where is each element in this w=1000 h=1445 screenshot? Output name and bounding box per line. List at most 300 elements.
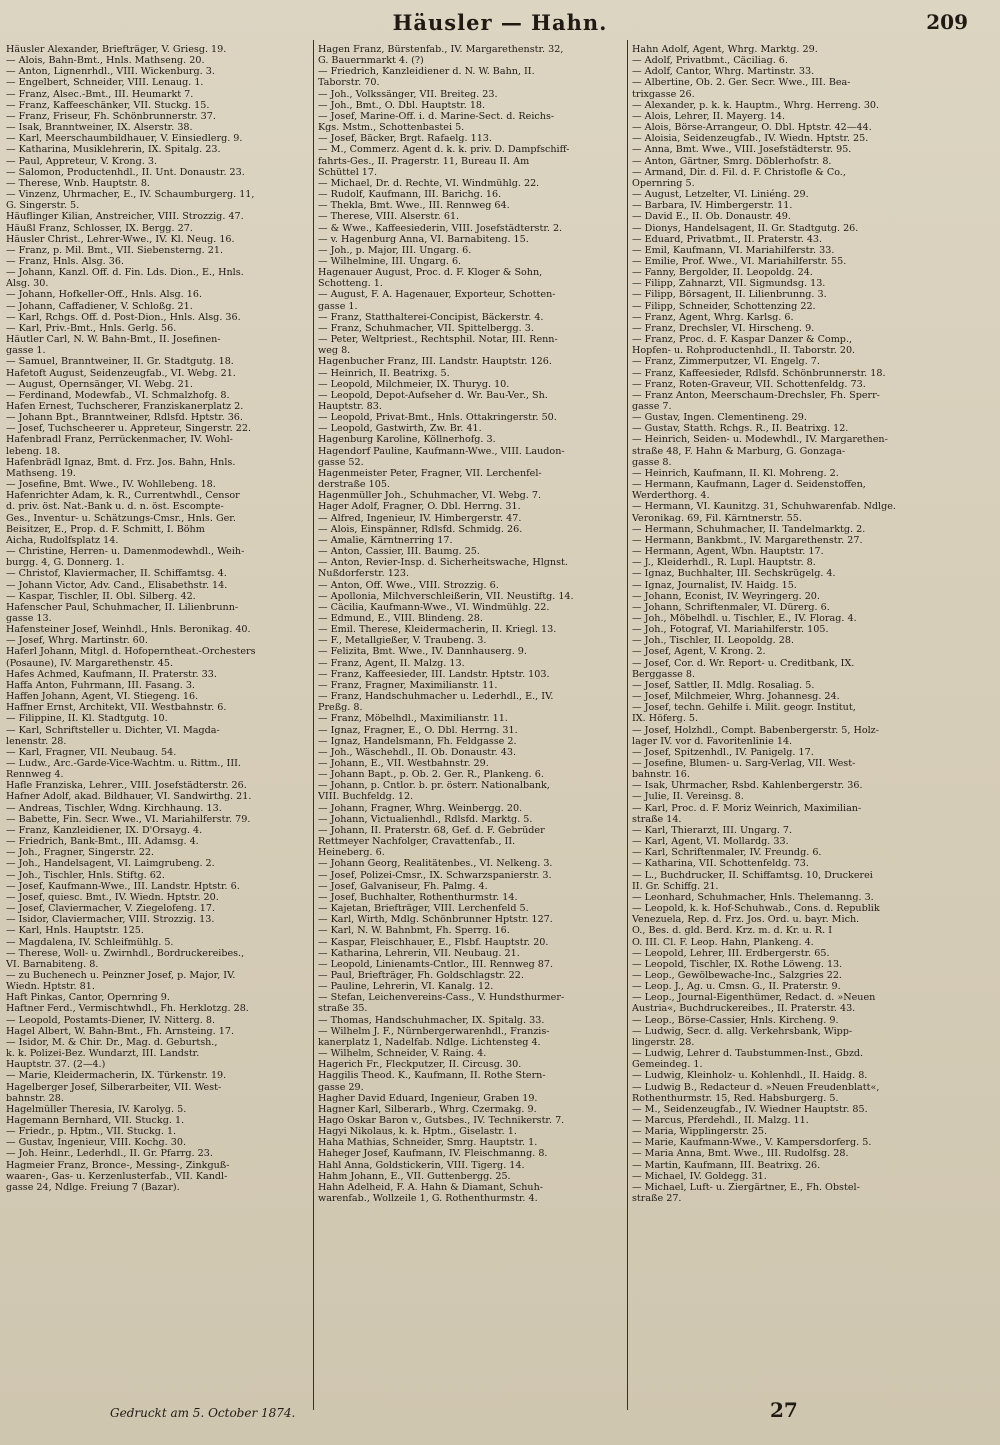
directory-entry: G. Bauernmarkt 4. (?) (318, 55, 424, 67)
directory-entry: — Magdalena, IV. Schleifmühlg. 5. (6, 936, 174, 948)
directory-entry: — Leop., Journal-Eigenthümer, Redact. d. »Neuen (632, 992, 876, 1004)
directory-entry: — Alois, Bahn-Bmt., Hnls. Mathseng. 20. (6, 55, 205, 67)
directory-entry: — F., Metallgießer, V. Traubeng. 3. (318, 635, 487, 647)
directory-entry: — Josef, techn. Gehilfe i. Milit. geogr. Institut, (632, 702, 856, 714)
directory-entry: — Hermann, VI. Kaunitzg. 31, Schuhwarenfab. Ndlge. (632, 501, 896, 513)
directory-entry: — Joh., Wäschehdl., II. Ob. Donaustr. 43. (318, 746, 517, 758)
directory-entry: — Josef, Bäcker, Brgt. Rafaelg. 113. (318, 133, 492, 145)
directory-entry: — Josef, Tuchscheerer u. Appreteur, Singerstr. 22. (6, 423, 252, 435)
directory-entry: — Filipp, Börsagent, II. Lilienbrunng. 3. (632, 289, 827, 301)
directory-entry: — Franz, Proc. d. F. Kaspar Danzer & Comp., (632, 334, 853, 346)
directory-entry: — Franz, Kaffeesieder, Rdlsfd. Schönbrunnerstr. 18. (632, 367, 886, 379)
directory-entry: — Julie, II. Vereinsg. 8. (632, 791, 744, 803)
directory-entry: — Thomas, Handschuhmacher, IX. Spitalg. 33. (318, 1014, 545, 1026)
directory-entry: — & Wwe., Kaffeesiederin, VIII. Josefstädterstr. 2. (318, 222, 563, 234)
directory-entry: — Ludwig, Lehrer d. Taubstummen-Inst., Gbzd. (632, 1048, 864, 1060)
directory-entry: gasse 13. (6, 612, 52, 624)
directory-entry: Veronikag. 69, Fil. Kärntnerstr. 55. (632, 512, 802, 524)
directory-entry: Haft Pinkas, Cantor, Opernring 9. (6, 992, 170, 1004)
directory-entry: — Josef, Buchhalter, Rothenthurmstr. 14. (318, 891, 518, 903)
directory-entry: — Josefine, Bmt. Wwe., IV. Wohllebeng. 18. (6, 479, 216, 491)
directory-entry: Wiedn. Hptstr. 81. (6, 981, 95, 993)
directory-entry: Alsg. 30. (6, 278, 49, 290)
directory-entry: — Franz, Friseur, Fh. Schönbrunnerstr. 37. (6, 110, 216, 122)
directory-entry: — Albertine, Ob. 2. Ger. Secr. Wwe., III. Bea- (632, 77, 851, 89)
directory-entry: II. Gr. Schiffg. 21. (632, 880, 719, 892)
directory-entry: — Karl, Thierarzt, III. Ungarg. 7. (632, 824, 793, 836)
directory-entry: VI. Barnabiteng. 8. (6, 958, 99, 970)
directory-entry: bahnstr. 16. (632, 769, 690, 781)
directory-entry: — Thekla, Bmt. Wwe., III. Rennweg 64. (318, 200, 510, 212)
directory-entry: straße 14. (632, 813, 682, 825)
directory-entry: — Joh., Fotograf, VI. Mariahilferstr. 105. (632, 624, 829, 636)
directory-entry: Hagendorf Pauline, Kaufmann-Wwe., VIII. Laudon- (318, 445, 565, 457)
directory-entry: — Adolf, Cantor, Whrg. Martinstr. 33. (632, 66, 815, 78)
directory-entry: — Johann, Hofkeller-Off., Hnls. Alsg. 16. (6, 289, 202, 301)
directory-entry: Haferl Johann, Mitgl. d. Hofoperntheat.-Orchesters (6, 646, 256, 658)
directory-entry: Hagner Karl, Silberarb., Whrg. Czermakg. 9. (318, 1103, 537, 1115)
directory-entry: — Maria Anna, Bmt. Wwe., III. Rudolfsg. 28. (632, 1148, 849, 1160)
directory-entry: — Marie, Kaufmann-Wwe., V. Kampersdorferg. 5. (632, 1137, 872, 1149)
directory-entry: — Josef, Marine-Off. i. d. Marine-Sect. d. Reichs- (318, 110, 555, 122)
directory-entry: Mathseng. 19. (6, 467, 76, 479)
directory-entry: straße 35. (318, 1003, 368, 1015)
directory-entry: — Ignaz, Journalist, IV. Haidg. 15. (632, 579, 797, 591)
directory-entry: — Franz, Zimmerputzer, VI. Engelg. 7. (632, 356, 820, 368)
directory-entry: — Friedrich, Bank-Bmt., III. Adamsg. 4. (6, 836, 199, 848)
directory-entry: — Heinrich, Kaufmann, II. Kl. Mohreng. 2. (632, 467, 839, 479)
directory-entry: Hafetoft August, Seidenzeugfab., VI. Webg. 21. (6, 367, 236, 379)
directory-entry: — Rudolf, Kaufmann, III. Barichg. 16. (318, 189, 502, 201)
directory-entry: — Johann Victor, Adv. Cand., Elisabethstr. 14. (6, 579, 228, 591)
directory-entry: Hahn Adolf, Agent, Whrg. Marktg. 29. (632, 44, 818, 55)
directory-entry: IX. Höferg. 5. (632, 713, 699, 725)
directory-entry: — Johann Bapt., p. Ob. 2. Ger. R., Plankeng. 6. (318, 769, 544, 781)
directory-entry: — Isidor, M. & Chir. Dr., Mag. d. Geburtsh., (6, 1036, 218, 1048)
directory-entry: Hafle Franziska, Lehrer., VIII. Josefstädterstr. 26. (6, 780, 247, 792)
directory-entry: — Hermann, Bankbmt., IV. Margarethenstr. 27. (632, 534, 863, 546)
directory-entry: derstraße 105. (318, 479, 390, 491)
directory-entry: Haffa Anton, Fuhrmann, III. Fasang. 3. (6, 679, 195, 691)
directory-entry: — Babette, Fin. Secr. Wwe., VI. Mariahilferstr. 79. (6, 813, 251, 825)
directory-entry: — Hermann, Kaufmann, Lager d. Seidenstoffen, (632, 479, 866, 491)
print-date: Gedruckt am 5. October 1874. (110, 1406, 296, 1420)
directory-entry: — J., Kleiderhdl., R. Lupl. Hauptstr. 8. (632, 557, 816, 569)
directory-entry: — Salomon, Productenhdl., II. Unt. Donaustr. 23. (6, 166, 245, 178)
sheet-number: 27 (770, 1398, 798, 1422)
directory-entry: — Leopold, Depot-Aufseher d. Wr. Bau-Ver., Sh. (318, 389, 548, 401)
directory-entry: Hopfen- u. Rohproductenhdl., II. Taborstr. 20. (632, 345, 856, 357)
directory-entry: — Leopold, k. k. Hof-Schuhwab., Cons. d. Republik (632, 903, 880, 915)
column-2 (318, 44, 625, 1404)
directory-entry: — Joh., Tischler, II. Leopoldg. 28. (632, 635, 795, 647)
directory-entry: — Anton, Cassier, III. Baumg. 25. (318, 546, 480, 558)
directory-entry: Rettmeyer Nachfolger, Cravattenfab., II. (318, 836, 516, 848)
directory-entry: Werderthorg. 4. (632, 490, 710, 502)
directory-entry: — Josef, Whrg. Martinstr. 60. (6, 635, 148, 647)
directory-entry: — Joh., Fragner, Singerstr. 22. (6, 847, 155, 859)
directory-entry: — Joh., Bmt., O. Dbl. Hauptstr. 18. (318, 99, 486, 111)
directory-entry: — v. Hagenburg Anna, VI. Barnabiteng. 15. (318, 233, 529, 245)
directory-entry: kanerplatz 1, Nadelfab. Ndlge. Lichtensteg 4. (318, 1036, 541, 1048)
directory-entry: — Filipp, Zahnarzt, VII. Sigmundsg. 13. (632, 278, 826, 290)
directory-entry: — Karl, N. W. Bahnbmt, Fh. Sperrg. 16. (318, 925, 510, 937)
directory-entry: — L., Buchdrucker, II. Schiffamtsg. 10, Druckerei (632, 869, 873, 881)
directory-entry: — Johann, Fragner, Whrg. Weinbergg. 20. (318, 802, 523, 814)
directory-entry: Hafen Ernest, Tuchscherer, Franziskanerplatz 2. (6, 401, 244, 412)
directory-entry: — Josef, Holzhdl., Compt. Babenbergerstr. 5, Holz- (632, 724, 879, 736)
directory-entry: — Josef, Galvaniseur, Fh. Palmg. 4. (318, 880, 488, 892)
page-header (0, 8, 1000, 38)
directory-entry: — Gustav, Ingenieur, VIII. Kochg. 30. (6, 1137, 187, 1149)
directory-entry: — Franz, Kaffeeschänker, VII. Stuckg. 15. (6, 99, 210, 111)
directory-entry: — August, F. A. Hagenauer, Exporteur, Schotten- (318, 289, 556, 301)
directory-entry: — Amalie, Kärntnerring 17. (318, 534, 453, 546)
directory-entry: — Anton, Gärtner, Smrg. Döblerhofstr. 8. (632, 155, 832, 167)
directory-entry: Hauptstr. 37. (2—4.) (6, 1059, 106, 1071)
directory-entry: — Emil, Kaufmann, VI. Mariahilferstr. 33. (632, 244, 835, 256)
directory-entry: — Alois, Einspänner, Rdlsfd. Schmidg. 26. (318, 523, 523, 535)
directory-entry: Häußl Franz, Schlosser, IX. Bergg. 27. (6, 222, 193, 234)
directory-entry: — Leop., Gewölbewache-Inc., Salzgries 22. (632, 969, 842, 981)
directory-entry: Hagenburg Karoline, Köllnerhofg. 3. (318, 434, 496, 446)
directory-entry: Häutler Carl, N. W. Bahn-Bmt., II. Josefinen- (6, 334, 221, 346)
directory-entry: — Andreas, Tischler, Wdng. Kirchhaung. 13. (6, 802, 222, 814)
directory-entry: — Vinzenz, Uhrmacher, E., IV. Schaumburgerg. 11, (6, 189, 255, 201)
directory-entry: — Kajetan, Briefträger, VIII. Lerchenfeld 5. (318, 903, 529, 915)
directory-entry: Ges., Inventur- u. Schätzungs-Cmsr., Hnls. Ger. (6, 512, 236, 524)
directory-entry: — Joh. Heinr., Lederhdl., II. Gr. Pfarrg. 23. (6, 1148, 213, 1160)
directory-entry: — Isak, Branntweiner, IX. Alserstr. 38. (6, 122, 193, 134)
directory-entry: — Joh., Tischler, Hnls. Stiftg. 62. (6, 869, 165, 881)
directory-entry: Beisitzer, E., Prop. d. F. Schmitt, I. Böhm (6, 523, 205, 535)
directory-entry: — Hermann, Agent, Wbn. Hauptstr. 17. (632, 546, 824, 558)
directory-entry: — Alexander, p. k. k. Hauptm., Whrg. Herreng. 30. (632, 99, 880, 111)
directory-entry: — Franz, Kaffeesieder, III. Landstr. Hptstr. 103. (318, 668, 550, 680)
directory-entry: — Franz, Hnls. Alsg. 36. (6, 255, 124, 267)
directory-entry: Haha Mathias, Schneider, Smrg. Hauptstr. 1. (318, 1137, 538, 1149)
directory-entry: — Karl, Proc. d. F. Moriz Weinrich, Maximilian- (632, 802, 862, 814)
directory-entry: Preßg. 8. (318, 702, 363, 714)
running-title: Häusler — Hahn. (392, 10, 608, 35)
directory-entry: — M., Commerz. Agent d. k. k. priv. D. Dampfschiff- (318, 144, 570, 156)
directory-entry: Haffner Ernst, Architekt, VII. Westbahnstr. 6. (6, 702, 227, 714)
directory-entry: — Leopold, Lehrer, III. Erdbergerstr. 65. (632, 947, 830, 959)
directory-entry: — Anton, Lignenrhdl., VIII. Wickenburg. 3. (6, 66, 215, 78)
directory-entry: — Franz, Roten-Graveur, VII. Schottenfeldg. 73. (632, 378, 866, 390)
directory-entry: — Leopold, Postamts-Diener, IV. Nitterg. 8. (6, 1014, 216, 1026)
directory-entry: — Karl, Wirth, Mdlg. Schönbrunner Hptstr. 127. (318, 914, 553, 926)
directory-entry: — Stefan, Leichenvereins-Cass., V. Hundsthurmer- (318, 992, 565, 1004)
directory-entry: — Paul, Appreteur, V. Krong. 3. (6, 155, 158, 167)
directory-entry: gasse 1. (318, 300, 358, 312)
directory-entry: — Josef, Kaufmann-Wwe., III. Landstr. Hptstr. 6. (6, 880, 240, 892)
directory-entry: gasse 24, Ndlge. Freiung 7 (Bazar). (6, 1181, 180, 1193)
directory-entry: Hager Adolf, Fragner, O. Dbl. Herrng. 31. (318, 501, 521, 513)
directory-entry: — Katharina, Lehrerin, VII. Neubaug. 21. (318, 947, 520, 959)
directory-entry: — Alfred, Ingenieur, IV. Himbergerstr. 47. (318, 512, 522, 524)
directory-entry: — Karl, Hnls. Hauptstr. 125. (6, 925, 144, 937)
directory-entry: Hauptstr. 83. (318, 401, 382, 412)
directory-entry: Hahm Johann, E., VII. Guttenbergg. 25. (318, 1170, 511, 1182)
directory-entry: — Gustav, Ingen. Clementineng. 29. (632, 412, 807, 424)
directory-entry: — Michael, Luft- u. Ziergärtner, E., Fh. Obstel- (632, 1181, 860, 1193)
directory-entry: O., Bes. d. gld. Berd. Krz. m. d. Kr. u. R. I (632, 925, 832, 937)
directory-entry: — Peter, Weltpriest., Rechtsphil. Notar, III. Renn- (318, 334, 558, 346)
directory-entry: — Michael, IV. Goldegg. 31. (632, 1170, 767, 1182)
directory-entry: — Alois, Lehrer, II. Mayerg. 14. (632, 110, 786, 122)
directory-entry: — Josef, Agent, V. Krong. 2. (632, 646, 766, 658)
directory-entry: G. Singerstr. 5. (6, 200, 80, 212)
directory-entry: Haffen Johann, Agent, VI. Stiegeng. 16. (6, 691, 199, 703)
directory-entry: — Franz, Schuhmacher, VII. Spittelbergg. 3. (318, 322, 534, 334)
directory-entry: — Franz, Agent, II. Malzg. 13. (318, 657, 465, 669)
directory-entry: — Wilhelmine, III. Ungarg. 6. (318, 255, 462, 267)
directory-entry: — Franz Anton, Meerschaum-Drechsler, Fh. Sperr- (632, 389, 880, 401)
directory-entry: — Josefine, Blumen- u. Sarg-Verlag, VII. West- (632, 758, 856, 769)
directory-entry: Hahn Adelheid, F. A. Hahn & Diamant, Schuh- (318, 1181, 543, 1193)
directory-entry: Hagenbucher Franz, III. Landstr. Hauptstr. 126. (318, 356, 552, 368)
directory-entry: — Eduard, Privatbmt., II. Praterstr. 43. (632, 233, 823, 245)
directory-entry: gasse 52. (318, 456, 364, 468)
directory-entry: — Armand, Dir. d. Fil. d. F. Christofle & Co., (632, 166, 846, 178)
directory-entry: — Karl, Schriftsteller u. Dichter, VI. Magda- (6, 724, 220, 736)
directory-entry: — Franz, Kanzleidiener, IX. D'Orsayg. 4. (6, 824, 203, 836)
directory-entry: Häuflinger Kilian, Anstreicher, VIII. Strozzig. 47. (6, 211, 244, 223)
directory-entry: — Franz, p. Mil. Bmt., VII. Siebensterng. 21. (6, 244, 224, 256)
directory-entry: — Fanny, Bergolder, II. Leopoldg. 24. (632, 267, 813, 279)
directory-entry: — Ignaz, Fragner, E., O. Dbl. Herrng. 31. (318, 724, 518, 736)
directory-entry: — Emilie, Prof. Wwe., VI. Mariahilferstr. 55. (632, 255, 847, 267)
directory-entry: lager IV. vor d. Favoritenlinie 14. (632, 735, 793, 747)
directory-entry: — Joh., Handelsagent, VI. Laimgrubeng. 2. (6, 858, 215, 870)
directory-entry: Hafensteiner Josef, Weinhdl., Hnls. Beronikag. 40. (6, 624, 251, 636)
directory-entry: — Leopold, Milchmeier, IX. Thuryg. 10. (318, 378, 510, 390)
directory-entry: lebeng. 18. (6, 445, 61, 457)
directory-entry: — Heinrich, II. Beatrixg. 5. (318, 367, 450, 379)
directory-entry: — Franz, Alsec.-Bmt., III. Heumarkt 7. (6, 88, 194, 100)
directory-entry: — Johann, Victualienhdl., Rdlsfd. Marktg. 5. (318, 813, 533, 825)
column-3 (632, 44, 956, 1404)
directory-entry: — Dionys, Handelsagent, II. Gr. Stadtgutg. 26. (632, 222, 859, 234)
directory-entry: — Samuel, Branntweiner, II. Gr. Stadtgutg. 18. (6, 356, 234, 368)
directory-entry: burgg. 4, G. Donnerg. 1. (6, 557, 125, 569)
directory-entry: Häusler Alexander, Briefträger, V. Griesg. 19. (6, 44, 227, 55)
directory-entry: — Ludw., Arc.-Garde-Vice-Wachtm. u. Rittm., III. (6, 758, 241, 769)
directory-entry: — Marie, Kleidermacherin, IX. Türkenstr. 19. (6, 1070, 227, 1082)
directory-entry: gasse 7. (632, 401, 672, 412)
directory-entry: Hagmeier Franz, Bronce-, Messing-, Zinkguß- (6, 1159, 230, 1171)
directory-entry: Hago Oskar Baron v., Gutsbes., IV. Technikerstr. 7. (318, 1115, 565, 1126)
directory-entry: — Karl, Fragner, VII. Neubaug. 54. (6, 746, 177, 758)
directory-entry: gasse 8. (632, 456, 672, 468)
directory-entry: — Therese, Wnb. Hauptstr. 8. (6, 177, 150, 189)
directory-entry: Opernring 5. (632, 177, 695, 189)
directory-entry: — Kaspar, Tischler, II. Obl. Silberg. 42. (6, 590, 196, 602)
directory-entry: — Felizita, Bmt. Wwe., IV. Dannhauserg. 9. (318, 646, 527, 658)
directory-entry: — Apollonia, Milchverschleißerin, VII. Neustiftg. 14. (318, 590, 574, 602)
directory-entry: — Josef, Cor. d. Wr. Report- u. Creditbank, IX. (632, 657, 855, 669)
directory-entry: — Johann, II. Praterstr. 68, Gef. d. F. Gebrüder (318, 824, 545, 836)
directory-entry: Nußdorferstr. 123. (318, 568, 410, 580)
directory-entry: — Anna, Bmt. Wwe., VIII. Josefstädterstr. 95. (632, 144, 852, 156)
directory-entry: — Karl, Schriftenmaler, IV. Freundg. 6. (632, 847, 822, 859)
directory-entry: — Heinrich, Seiden- u. Modewhdl., IV. Margarethen- (632, 434, 888, 446)
directory-entry: Hagerich Fr., Fleckputzer, II. Circusg. 30. (318, 1059, 522, 1071)
directory-entry: — Alois, Börse-Arrangeur, O. Dbl. Hptstr. 42—44. (632, 122, 872, 134)
directory-entry: lenenstr. 28. (6, 735, 67, 747)
directory-entry: Kgs. Mstm., Schottenbastei 5. (318, 122, 465, 134)
directory-entry: — Franz, Agent, Whrg. Karlsg. 6. (632, 311, 794, 323)
directory-entry: — Isak, Uhrmacher, Rsbd. Kahlenbergerstr. 36. (632, 780, 863, 792)
directory-entry: — Pauline, Lehrerin, VI. Kanalg. 12. (318, 981, 494, 993)
directory-entry: — Karl, Rchgs. Off. d. Post-Dion., Hnls. Alsg. 36. (6, 311, 241, 323)
directory-entry: trixgasse 26. (632, 88, 695, 100)
directory-entry: — Josef, Sattler, II. Mdlg. Rosaliag. 5. (632, 679, 815, 691)
directory-entry: — zu Buchenech u. Peinzner Josef, p. Major, IV. (6, 969, 236, 981)
directory-entry: Häusler Christ., Lehrer-Wwe., IV. Kl. Neug. 16. (6, 233, 235, 245)
directory-entry: Haheger Josef, Kaufmann, IV. Fleischmanng. 8. (318, 1148, 548, 1160)
directory-entry: Hafenbradl Franz, Perrückenmacher, IV. Wohl- (6, 434, 233, 446)
directory-entry: Hagenauer August, Proc. d. F. Kloger & Sohn, (318, 267, 543, 279)
directory-entry: — Wilhelm, Schneider, V. Raing. 4. (318, 1048, 487, 1060)
directory-entry: Hafenscher Paul, Schuhmacher, II. Lilienbrunn- (6, 601, 239, 613)
directory-entry: — Edmund, E., VIII. Blindeng. 28. (318, 612, 483, 624)
directory-entry: — Maria, Wipplingerstr. 25. (632, 1126, 768, 1138)
directory-entry: — Christof, Klaviermacher, II. Schiffamtsg. 4. (6, 568, 227, 580)
directory-entry: — Josef, Spitzenhdl., IV. Panigelg. 17. (632, 746, 814, 758)
directory-entry: — Therese, VIII. Alserstr. 61. (318, 211, 460, 223)
directory-entry: — Franz, Handschuhmacher u. Lederhdl., E., IV. (318, 691, 554, 703)
directory-entry: — Anton, Off. Wwe., VIII. Strozzig. 6. (318, 579, 499, 591)
directory-entry: — Leopold, Linienamts-Cntlor., III. Rennweg 87. (318, 958, 554, 970)
directory-entry: — Martin, Kaufmann, III. Beatrixg. 26. (632, 1159, 821, 1171)
directory-entry: — Ignaz, Buchhalter, III. Sechskrügelg. 4. (632, 568, 836, 580)
directory-entry: — Johann, p. Cntlor. b. pr. österr. Nationalbank, (318, 780, 550, 792)
directory-entry: — Engelbert, Schneider, VIII. Lenaug. 1. (6, 77, 204, 89)
directory-entry: — Johann Georg, Realitätenbes., VI. Nelkeng. 3. (318, 858, 553, 870)
directory-entry: Taborstr. 70. (318, 77, 380, 89)
directory-entry: Hagyi Nikolaus, k. k. Hptm., Giselastr. 1. (318, 1126, 517, 1138)
directory-entry: Aicha, Rudolfsplatz 14. (6, 534, 119, 546)
directory-entry: Hagemann Bernhard, VII. Stuckg. 1. (6, 1115, 185, 1126)
directory-entry: — Ludwig, Secr. d. allg. Verkehrsbank, Wipp- (632, 1025, 853, 1037)
directory-entry: straße 48, F. Hahn & Marburg, G. Gonzaga- (632, 445, 846, 457)
directory-entry: VIII. Buchfeldg. 12. (318, 791, 414, 803)
directory-entry: — Marcus, Pferdehdl., II. Malzg. 11. (632, 1115, 809, 1126)
directory-entry: Heineberg. 6. (318, 847, 385, 859)
directory-entry: fahrts-Ges., II. Pragerstr. 11, Bureau II. Am (318, 155, 530, 167)
directory-entry: — August, Letzelter, VI. Liniéng. 29. (632, 189, 809, 201)
directory-entry: — Ludwig, Kleinholz- u. Kohlenhdl., II. Haidg. 8. (632, 1070, 868, 1082)
directory-entry: — Franz, Fragner, Maximilianstr. 11. (318, 679, 498, 691)
directory-entry: — Filippine, II. Kl. Stadtgutg. 10. (6, 713, 168, 725)
directory-entry: — Karl, Agent, VI. Mollardg. 33. (632, 836, 789, 848)
directory-entry: — Aloisia, Seidenzeugfab., IV. Wiedn. Hptstr. 25. (632, 133, 869, 145)
directory-entry: — Ignaz, Handelsmann, Fh. Feldgasse 2. (318, 735, 517, 747)
directory-entry: Schüttel 17. (318, 166, 378, 178)
directory-entry: Berggasse 8. (632, 668, 696, 680)
directory-entry: — Joh., p. Major, III. Ungarg. 6. (318, 244, 472, 256)
directory-entry: d. priv. öst. Nat.-Bank u. d. n. öst. Escompte- (6, 501, 224, 513)
directory-entry: bahnstr. 28. (6, 1092, 64, 1104)
directory-entry: — Therese, Woll- u. Zwirnhdl., Bordruckereibes., (6, 947, 245, 959)
directory-entry: — Hermann, Schuhmacher, II. Tandelmarktg. 2. (632, 523, 866, 535)
directory-entry: — Leopold, Tischler, IX. Rothe Löweng. 13. (632, 958, 843, 970)
directory-entry: straße 27. (632, 1193, 682, 1205)
directory-entry: — Josef, Claviermacher, V. Ziegelofeng. 17. (6, 903, 216, 915)
directory-entry: Haftner Ferd., Vermischtwhdl., Fh. Herklotzg. 28. (6, 1003, 249, 1015)
directory-entry: — Franz, Drechsler, VI. Hirscheng. 9. (632, 322, 815, 334)
directory-entry: Hagel Albert, W. Bahn-Bmt., Fh. Arnsteing. 17. (6, 1025, 235, 1037)
directory-entry: — Anton, Revier-Insp. d. Sicherheitswache, Hlgnst. (318, 557, 568, 569)
directory-entry: — Barbara, IV. Himbergerstr. 11. (632, 200, 793, 212)
directory-entry: (Posaune), IV. Margarethenstr. 45. (6, 657, 174, 669)
directory-entry: Hagher David Eduard, Ingenieur, Graben 19. (318, 1092, 538, 1104)
directory-entry: — Wilhelm J. F., Nürnbergerwarenhdl., Franzis- (318, 1025, 550, 1037)
directory-entry: — Michael, Dr. d. Rechte, VI. Windmühlg. 22. (318, 177, 540, 189)
directory-entry: Hahl Anna, Goldstickerin, VIII. Tigerg. 14. (318, 1159, 525, 1171)
directory-entry: — Johann, Kanzl. Off. d. Fin. Lds. Dion., E., Hnls. (6, 267, 244, 279)
directory-entry: — Katharina, Musiklehrerin, IX. Spitalg. 23. (6, 144, 221, 156)
directory-entry: — Leop., Börse-Cassier, Hnls. Kircheng. 9. (632, 1014, 839, 1026)
page-number: 209 (926, 10, 968, 34)
directory-entry: — Johann, Caffadiener, V. Schloßg. 21. (6, 300, 193, 312)
directory-entry: — Johann, E., VII. Westbahnstr. 29. (318, 758, 489, 769)
directory-entry: Hafes Achmed, Kaufmann, II. Praterstr. 33. (6, 668, 217, 680)
directory-entry: — Leop. J., Ag. u. Cmsn. G., II. Praterstr. 9. (632, 981, 841, 993)
directory-entry: — Josef, Milchmeier, Whrg. Johannesg. 24. (632, 691, 840, 703)
directory-entry: — Paul, Briefträger, Fh. Goldschlagstr. 22. (318, 969, 524, 981)
directory-entry: k. k. Polizei-Bez. Wundarzt, III. Landstr. (6, 1048, 200, 1060)
directory-entry: — Karl, Meerschaumbildhauer, V. Einsiedlerg. 9. (6, 133, 243, 145)
directory-entry: — Adolf, Privatbmt., Cäciliag. 6. (632, 55, 788, 67)
directory-entry: — Cäcilia, Kaufmann-Wwe., VI. Windmühlg. 22. (318, 601, 550, 613)
directory-entry: Hagelberger Josef, Silberarbeiter, VII. West- (6, 1081, 222, 1093)
directory-entry: Gemeindeg. 1. (632, 1059, 703, 1071)
directory-entry: — Josef, Polizei-Cmsr., IX. Schwarzspanierstr. 3. (318, 869, 552, 881)
directory-entry: — Friedr., p. Hptm., VII. Stuckg. 1. (6, 1126, 177, 1138)
directory-entry: — Katharina, VII. Schottenfeldg. 73. (632, 858, 809, 870)
directory-entry: gasse 29. (318, 1081, 364, 1093)
directory-entry: Hafenrichter Adam, k. R., Currentwhdl., Censor (6, 490, 240, 502)
directory-entry: O. III. Cl. F. Leop. Hahn, Plankeng. 4. (632, 936, 814, 948)
directory-entry: warenfab., Wollzeile 1, G. Rothenthurmstr. 4. (318, 1193, 538, 1205)
directory-entry: — Isidor, Claviermacher, VIII. Strozzig. 13. (6, 914, 215, 926)
directory-entry: — Filipp, Schneider, Schottenzing 22. (632, 300, 816, 312)
directory-entry: Rennweg 4. (6, 769, 64, 781)
directory-entry: Venezuela, Rep. d. Frz. Jos. Ord. u. bayr. Mich. (632, 914, 860, 926)
directory-entry: Hafner Adolf, akad. Bildhauer, VI. Sandwirthg. 21. (6, 791, 252, 803)
directory-entry: — Joh., Möbelhdl. u. Tischler, E., IV. Florag. 4. (632, 612, 857, 624)
directory-entry: Hagelmüller Theresia, IV. Karolyg. 5. (6, 1103, 187, 1115)
directory-entry: — Johann, Econist, IV. Weyringerg. 20. (632, 590, 820, 602)
directory-entry: — Karl, Priv.-Bmt., Hnls. Gerlg. 56. (6, 322, 177, 334)
directory-entry: — Leonhard, Schuhmacher, Hnls. Thelemanng. 3. (632, 891, 874, 903)
directory-entry: Hagen Franz, Bürstenfab., IV. Margarethenstr. 32, (318, 44, 564, 55)
directory-entry: Rothenthurmstr. 15, Red. Habsburgerg. 5. (632, 1092, 839, 1104)
directory-entry: — Johann, Schriftenmaler, VI. Dürerg. 6. (632, 601, 830, 613)
directory-entry: Hafenbrädl Ignaz, Bmt. d. Frz. Jos. Bahn, Hnls. (6, 456, 236, 468)
directory-entry: — August, Opernsänger, VI. Webg. 21. (6, 378, 193, 390)
directory-entry: lingerstr. 28. (632, 1036, 695, 1048)
directory-entry: — Ludwig B., Redacteur d. »Neuen Freudenblatt«, (632, 1081, 880, 1093)
directory-entry: — David E., II. Ob. Donaustr. 49. (632, 211, 791, 223)
column-1 (6, 44, 311, 1404)
directory-entry: — Leopold, Gastwirth, Zw. Br. 41. (318, 423, 482, 435)
directory-entry: Schotteng. 1. (318, 278, 383, 290)
directory-entry: Hagenmüller Joh., Schuhmacher, VI. Webg. 7. (318, 490, 542, 502)
